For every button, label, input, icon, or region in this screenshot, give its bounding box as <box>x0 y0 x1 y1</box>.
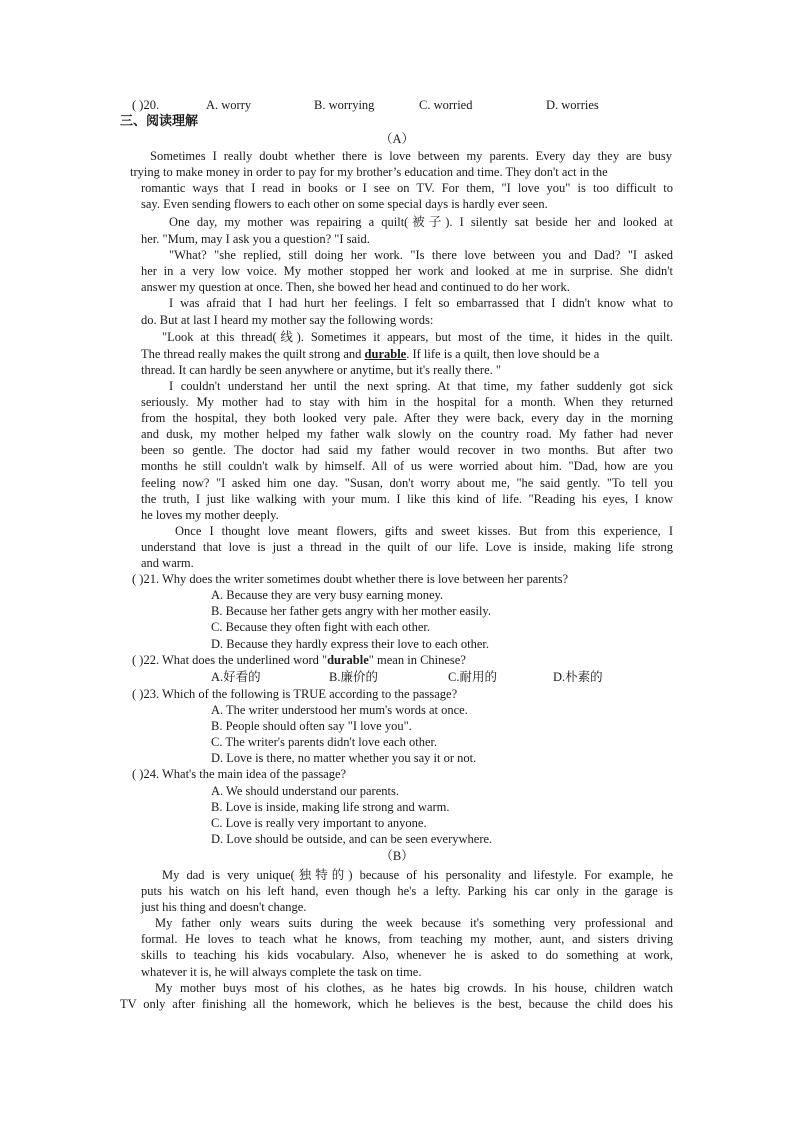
passage-a-line: "Look at this thread(线). Sometimes it appears, but most of the time, it hides in the quilt. <box>162 330 673 344</box>
passage-a-line: One day, my mother was repairing a quilt(被子). I silently sat beside her and looked at <box>169 215 673 229</box>
passage-a-line: understand that love is just a thread in the quilt of our life. Love is inside, making life strong <box>141 540 673 554</box>
passage-a-line: romantic ways that I read in books or I see on TV. For them, "I love you" is too difficult to <box>141 181 673 195</box>
section-title: 三、阅读理解 <box>120 114 199 129</box>
passage-b-label: （B） <box>380 849 414 863</box>
q23-option-b: B. People should often say "I love you". <box>211 719 412 733</box>
passage-b-line: just his thing and doesn't change. <box>141 900 307 914</box>
q22-stem <box>132 652 466 668</box>
passage-a-line: answer my question at once. Then, she bowed her head and continued to do her work. <box>141 280 570 294</box>
q22-stem-text: ( )22. What does the underlined word " <box>132 653 328 667</box>
q20-option-c: C. worried <box>419 98 473 112</box>
passage-b-line: whatever it is, he will always complete the task on time. <box>141 965 422 979</box>
passage-a-line: and warm. <box>141 556 194 570</box>
q20-option-a: A. worry <box>206 98 252 112</box>
q22-stem-text: " mean in Chinese? <box>368 653 466 667</box>
passage-a-line: from the hospital, they both looked very pale. After they were back, every day in the morning <box>141 411 673 425</box>
passage-a-line: I couldn't understand her until the next spring. At that time, my father suddenly got sick <box>169 379 673 393</box>
q24-option-c: C. Love is really very important to anyone. <box>211 816 427 830</box>
passage-a-line: Once I thought love meant flowers, gifts and sweet kisses. But from this experience, I <box>175 524 673 538</box>
q20-option-d: D. worries <box>546 98 599 112</box>
q20-blank: ( )20. <box>132 98 160 112</box>
q22-option-c: C.耐用的 <box>448 670 497 684</box>
q23-stem: ( )23. Which of the following is TRUE according to the passage? <box>132 687 458 701</box>
passage-a-line: he loves my mother deeply. <box>141 508 279 522</box>
q23-option-c: C. The writer's parents didn't love each other. <box>211 735 438 749</box>
passage-a-line: do. But at last I heard my mother say the following words: <box>141 313 434 327</box>
passage-a-line: I was afraid that I had hurt her feelings. I felt so embarrassed that I didn't know what to <box>169 296 673 310</box>
passage-a-line: feeling now? "I asked him one day. "Susan, don't worry about me, "he said gently. "To tell you <box>141 476 673 490</box>
passage-b-line: My father only wears suits during the week because it's something very professional and <box>155 916 673 930</box>
passage-a-label: （A） <box>379 132 415 146</box>
q22-stem-word: durable <box>327 653 369 667</box>
passage-a-line: say. Even sending flowers to each other on some special days is hardly ever seen. <box>141 197 548 211</box>
passage-b-line: TV only after finishing all the homework, which he believes is the best, because the child does his <box>120 997 673 1011</box>
passage-a-line: Sometimes I really doubt whether there is love between my parents. Every day they are busy <box>150 149 672 163</box>
passage-a-line: her. "Mum, may I ask you a question? "I said. <box>141 232 370 246</box>
q21-option-d: D. Because they hardly express their love to each other. <box>211 637 490 651</box>
passage-a-line: and dusk, my mother helped my father walk slowly on the country road. My father had never <box>141 427 673 441</box>
q24-option-d: D. Love should be outside, and can be seen everywhere. <box>211 832 493 846</box>
passage-a-line: the truth, I just like walking with your mum. I like this kind of life. "Reading his eyes, I know <box>141 492 673 506</box>
q23-option-a: A. The writer understood her mum's words at once. <box>211 703 468 717</box>
passage-a-line: "What? "she replied, still doing her work. "Is there love between you and Dad? "I asked <box>169 248 673 262</box>
passage-a-line-durable <box>141 346 599 362</box>
q24-option-a: A. We should understand our parents. <box>211 784 399 798</box>
q24-option-b: B. Love is inside, making life strong and warm. <box>211 800 450 814</box>
q22-option-a: A.好看的 <box>211 670 261 684</box>
passage-a-text: The thread really makes the quilt strong and <box>141 347 362 361</box>
passage-a-line: been so gentle. The doctor had said my father would recover in two months. But after two <box>141 443 673 457</box>
q21-option-c: C. Because they often fight with each other. <box>211 620 431 634</box>
passage-a-line: seriously. My mother had to stay with him in the hospital for a month. When they returned <box>141 395 673 409</box>
passage-b-line: My dad is very unique(独特的) because of his personality and lifestyle. For example, he <box>162 868 673 882</box>
q20-option-b: B. worrying <box>314 98 375 112</box>
passage-a-line: trying to make money in order to pay for my brother’s education and time. They don't act in the <box>130 165 608 179</box>
q21-stem: ( )21. Why does the writer sometimes doubt whether there is love between her parents? <box>132 572 569 586</box>
q21-option-b: B. Because her father gets angry with her mother easily. <box>211 604 491 618</box>
passage-b-line: puts his watch on his left hand, even though he's a lefty. Parking his car only in the garage is <box>141 884 673 898</box>
passage-b-line: formal. He loves to teach what he knows, from teaching my mother, aunt, and sisters driving <box>141 932 673 946</box>
passage-b-line: My mother buys most of his clothes, as he hates big crowds. In his house, children watch <box>155 981 673 995</box>
q22-option-b: B.廉价的 <box>329 670 378 684</box>
q23-option-d: D. Love is there, no matter whether you say it or not. <box>211 751 477 765</box>
passage-a-text: . If life is a quilt, then love should be a <box>406 347 600 361</box>
passage-a-line: thread. It can hardly be seen anywhere or anytime, but it's really there. " <box>141 363 501 377</box>
passage-b-line: skills to teaching his kids vocabulary. Also, whenever he is asked to do something at work, <box>141 948 673 962</box>
q24-stem: ( )24. What's the main idea of the passage? <box>132 767 347 781</box>
underlined-word-durable: durable <box>364 347 407 361</box>
passage-a-line: months he still couldn't walk by himself. All of us were worried about him. "Dad, how are you <box>141 459 673 473</box>
q22-option-d: D.朴素的 <box>553 670 603 684</box>
passage-a-line: her in a very low voice. My mother stopped her work and looked at me in surprise. She didn't <box>141 264 673 278</box>
q21-option-a: A. Because they are very busy earning money. <box>211 588 444 602</box>
